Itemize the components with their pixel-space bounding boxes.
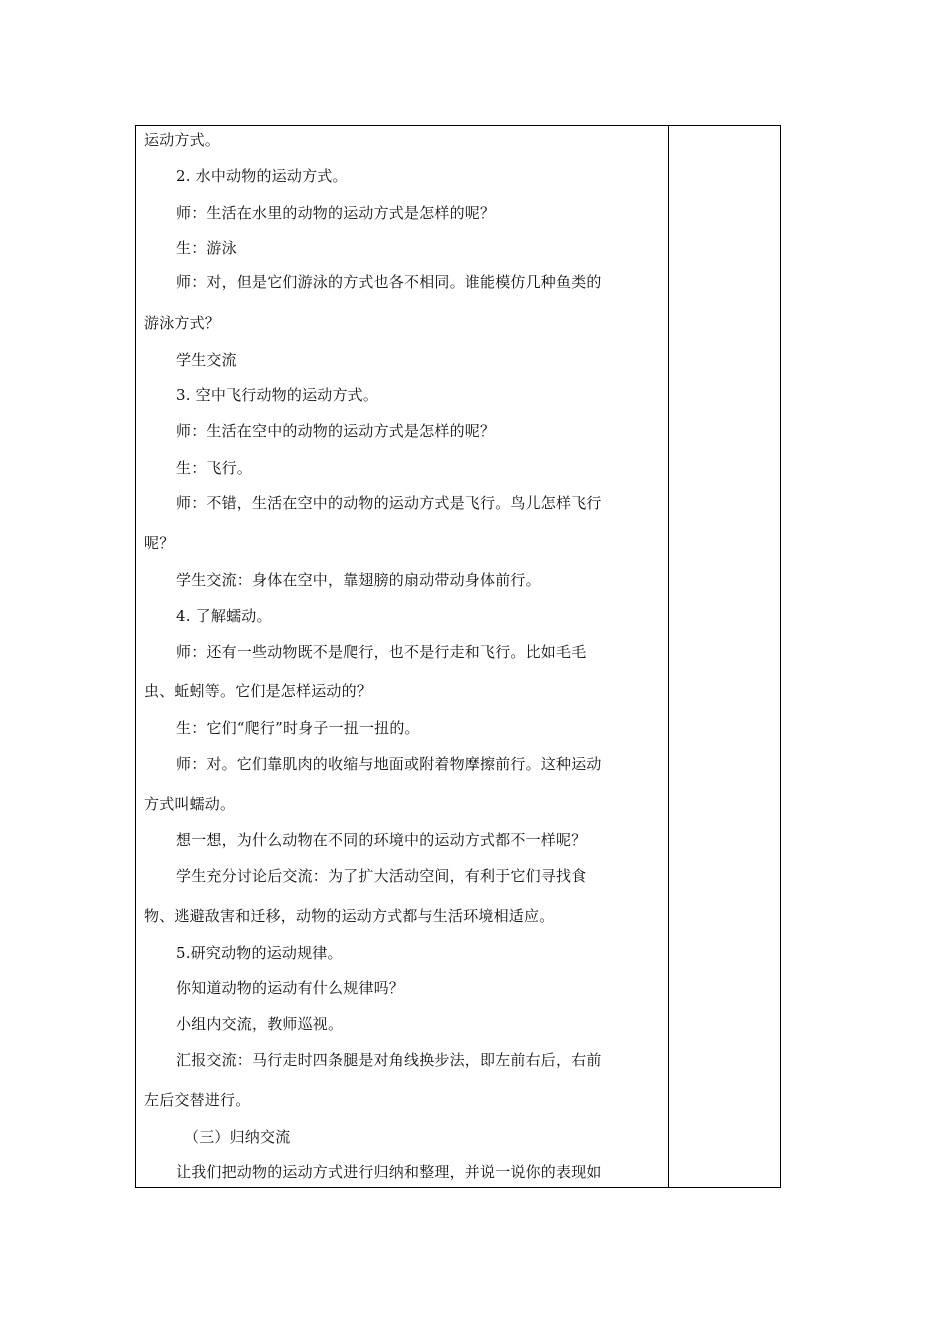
text-line: 你知道动物的运动有什么规律吗？ <box>176 979 405 997</box>
text-line: 汇报交流：马行走时四条腿是对角线换步法，即左前右后，右前 <box>176 1051 602 1069</box>
text-line: 小组内交流，教师巡视。 <box>176 1015 344 1033</box>
text-line: 生：飞行。 <box>176 459 253 477</box>
text-line: 学生交流：身体在空中，靠翅膀的扇动带动身体前行。 <box>176 571 541 589</box>
text-line: 师：生活在空中的动物的运动方式是怎样的呢？ <box>176 422 496 440</box>
text-line: 师：还有一些动物既不是爬行，也不是行走和飞行。比如毛毛 <box>176 643 587 661</box>
text-line: 运动方式。 <box>144 131 221 149</box>
text-line: 师：不错，生活在空中的动物的运动方式是飞行。鸟儿怎样飞行 <box>176 494 602 512</box>
text-line: 生：它们“爬行”时身子一扭一扭的。 <box>176 719 420 737</box>
text-line: 让我们把动物的运动方式进行归纳和整理，并说一说你的表现如 <box>176 1163 602 1181</box>
lesson-content-cell <box>136 126 669 1187</box>
text-line: 2. 水中动物的运动方式。 <box>176 167 348 185</box>
text-line: 想一想，为什么动物在不同的环境中的运动方式都不一样呢？ <box>176 831 587 849</box>
text-line: 游泳方式？ <box>144 314 221 332</box>
text-line: 师：对。它们靠肌肉的收缩与地面或附着物摩擦前行。这种运动 <box>176 755 602 773</box>
text-line: 3. 空中飞行动物的运动方式。 <box>176 386 379 404</box>
text-line: 生：游泳 <box>176 239 237 257</box>
text-line: （三）归纳交流 <box>184 1128 291 1146</box>
lesson-table <box>135 125 781 1188</box>
text-line: 学生充分讨论后交流：为了扩大活动空间，有利于它们寻找食 <box>176 867 587 885</box>
text-line: 物、逃避敌害和迁移，动物的运动方式都与生活环境相适应。 <box>144 907 555 925</box>
notes-cell <box>669 126 780 1187</box>
text-line: 学生交流 <box>176 351 237 369</box>
text-line: 方式叫蠕动。 <box>144 795 236 813</box>
text-line: 呢？ <box>144 534 175 552</box>
text-line: 5.研究动物的运动规律。 <box>176 944 343 962</box>
text-line: 虫、蚯蚓等。它们是怎样运动的？ <box>144 682 373 700</box>
text-line: 4. 了解蠕动。 <box>176 607 272 625</box>
text-line: 师：生活在水里的动物的运动方式是怎样的呢？ <box>176 204 496 222</box>
text-line: 师：对，但是它们游泳的方式也各不相同。谁能模仿几种鱼类的 <box>176 273 602 291</box>
text-line: 左后交替进行。 <box>144 1091 251 1109</box>
